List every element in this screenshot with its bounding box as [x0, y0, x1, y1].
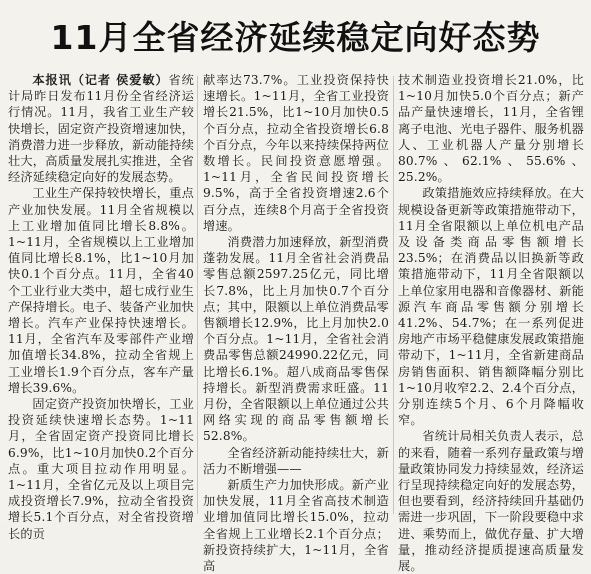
article-headline: 11月全省经济延续稳定向好态势 — [50, 18, 541, 57]
article-column-1 — [8, 72, 194, 541]
paragraph: 固定资产投资加快增长，工业投资延续快速增长态势。1~11月，全省固定资产投资同比增长6.9%，比1~10月加快0.2个百分点。重大项目拉动作用明显。1~11月，全省亿元及以上项目完成投资增长7.9%，拉动全省投资增长5.1个百分点，对全省投资增长的贡 — [8, 397, 194, 541]
paragraph-continued: 技术制造业投资增长21.0%，比1~10月加快5.0个百分点；新产品产量快速增长，11月，全省锂离子电池、光电子器件、服务机器人、工业机器人产量分别增长80.7%、62.1%、55.6%、25.2%。 — [398, 73, 584, 185]
article-column-2 — [203, 72, 389, 574]
lead-text: 省统计局昨日发布11月份全省经济运行情况。11月，我省工业生产较快增长，固定资产投资增速加快，消费潜力进一步释放，新动能持续壮大，高质量发展扎实推进，全省经济延续稳定向好的发展态势。 — [8, 73, 194, 185]
paragraph: 工业生产保持较快增长，重点产业加快发展。11月全省规模以上工业增加值同比增长8.8%。1~11月，全省规模以上工业增加值同比增长8.1%，比1~10月加快0.1个百分点。11月，全省40个工业行业大类中，超七成行业生产保持增长。电子、装备产业加快增长。汽车产业保持快速增长。11月，全省汽车及零部件产业增加值增长34.8%，拉动全省规上工业增长1.9个百分点，客车产量增长39.6%。 — [8, 186, 194, 395]
column-divider — [393, 76, 394, 514]
lead-paragraph — [8, 72, 194, 185]
paragraph: 消费潜力加速释放，新型消费蓬勃发展。11月全省社会消费品零售总额2597.25亿元，同比增长7.8%，比上月加快0.7个百分点；其中，限额以上单位消费品零售额增长12.9%，比上月加快2.0个百分点。1~11月，全省社会消费品零售总额24990.22亿元，同比增长6.1%。超八成商品零售保持增长。新型消费需求旺盛。11月份，全省限额以上单位通过公共网络实现的商品零售额增长52.8%。 — [203, 235, 389, 444]
column-divider — [197, 76, 198, 514]
paragraph-continued: 献率达73.7%。工业投资保持快速增长。1~11月，全省工业投资增长21.5%，比1~10月加快0.5个百分点，拉动全省投资增长6.8个百分点，今年以来持续保持两位数增长。民间投资意愿增强。1~11月，全省民间投资增长9.5%，高于全省投资增速2.6个百分点，连续8个月高于全省投资增速。 — [203, 73, 389, 233]
paragraph: 政策措施效应持续释放。在大规模设备更新等政策措施带动下，11月全省限额以上单位机电产品及设备类商品零售额增长23.5%；在消费品以旧换新等政策措施带动下，11月全省限额以上单位家用电器和音像器材、新能源汽车商品零售额分别增长41.2%、54.7%；在一系列促进房地产市场平稳健康发展政策措施带动下，1~11月，全省新建商品房销售面积、销售额降幅分别比1~10月收窄2.2、2.4个百分点，分别连续5个月、6个月降幅收窄。 — [398, 186, 584, 428]
paragraph: 新质生产力加快形成。新产业加快发展，11月全省高技术制造业增加值同比增长15.0%，拉动全省规上工业增长2.1个百分点；新投资持续扩大，1~11月，全省高 — [203, 478, 389, 574]
paragraph: 全省经济新动能持续壮大，新活力不断增强—— — [203, 445, 389, 476]
byline: 本报讯（记者 侯爱敏） — [32, 73, 169, 87]
paragraph: 省统计局相关负责人表示，总的来看，随着一系列存量政策与增量政策协同发力持续显效，经济运行呈现持续稳定向好的发展态势，但也要看到，经济持续回升基础仍需进一步巩固，下一阶段要稳中求进、乘势而上，做优存量、扩大增量，推动经济提质提速高质量发展。 — [398, 429, 584, 574]
article-column-3 — [398, 72, 584, 574]
